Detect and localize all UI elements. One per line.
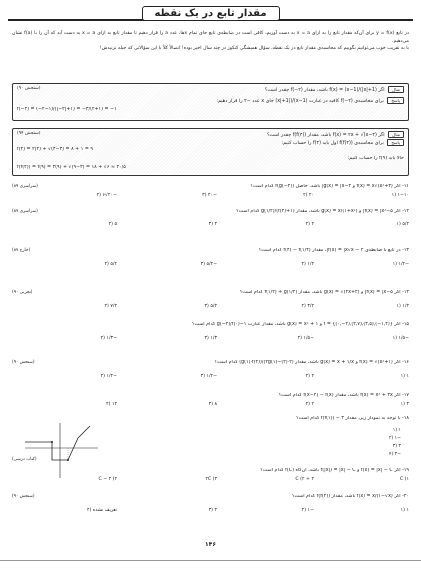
graph-curve bbox=[25, 426, 90, 460]
question-options bbox=[12, 374, 409, 382]
option-1[interactable]: −۱/۲ (۱ bbox=[392, 262, 409, 267]
option-4[interactable]: −۲۰√۶ (۴ bbox=[96, 193, 117, 198]
answer-label: پاسخ bbox=[387, 97, 404, 104]
option-3[interactable]: ۵/۲ (۳ bbox=[204, 304, 217, 309]
section-header bbox=[8, 6, 413, 24]
example-2-answer bbox=[17, 139, 404, 146]
question-text: ۱۱- اگر f(x) = x√(x²+۳) و g(x) = |x−۲| باشد، حاصل f(g(−۲)) کدام است؟ bbox=[250, 184, 409, 189]
option-4[interactable]: −۳ (۴ bbox=[388, 452, 401, 457]
example-1-explanation: برای محاسبه‌ی f(−۲) کافیه در عبارت (x−1)/(|x|+1) جای x عدد −۲ را قرار دهیم: bbox=[216, 99, 384, 104]
answer-label: پاسخ bbox=[387, 139, 404, 146]
question-options bbox=[12, 193, 409, 201]
option-1[interactable]: ۱/۲ (۱ bbox=[396, 304, 409, 309]
example-2-source: (ستجش ۹۴) bbox=[17, 131, 41, 136]
option-4[interactable]: ۱۲ (۴ bbox=[106, 402, 117, 407]
option-2[interactable]: ۲ (۲ bbox=[305, 374, 314, 379]
question-text: ۲۰- اگر f(x) = x/(۱−√x) باشد، مقدار f(f(۲)) کدام است؟ bbox=[291, 494, 409, 499]
question-19 bbox=[12, 457, 409, 486]
option-3[interactable]: ۲ (۳ bbox=[208, 508, 217, 513]
example-2-formula-1: f(۴) = ۲(۴) + √(۴−۳) = ۸ + ۱ = ۹ bbox=[17, 147, 93, 152]
example-label: مثال bbox=[388, 131, 404, 138]
question-options bbox=[12, 262, 409, 270]
option-1[interactable]: ۲ (۱ bbox=[400, 402, 409, 407]
question-source: (ستجش ۹۰) bbox=[12, 360, 35, 365]
option-1[interactable]: ۱−۱۰ (۱ bbox=[391, 193, 409, 198]
option-4[interactable]: ۵/۲ (۴ bbox=[104, 262, 117, 267]
example-2-line: اگر f(x) = ۲x + √(x−۳) باشد، مقدار f(f(۴)) چقدر است؟ bbox=[266, 133, 385, 138]
option-2[interactable]: ۲ + C (۲ bbox=[295, 477, 314, 482]
option-2[interactable]: −۱ (۲ bbox=[388, 436, 401, 441]
question-options bbox=[12, 336, 409, 344]
question-12 bbox=[12, 207, 409, 231]
option-2[interactable]: ۲ (۲ bbox=[305, 222, 314, 227]
example-1-question bbox=[17, 86, 404, 93]
option-1[interactable]: ۱ (۱ bbox=[400, 374, 409, 379]
question-17 bbox=[12, 393, 409, 411]
question-options bbox=[12, 402, 409, 410]
question-text: ۱۶- اگر f(x) = √(x²+۱) و g(x) = x + ۱/x باشد، مقدار (۲·(۲)−۲g(۱))/(g(۱)·f(۲)) کدام است؟ bbox=[214, 360, 409, 365]
option-2[interactable]: ۱/۲ (۲ bbox=[301, 262, 314, 267]
option-2[interactable]: −۱ (۲ bbox=[301, 508, 314, 513]
page-number: ۱۴۶ bbox=[205, 541, 216, 548]
example-2-question bbox=[17, 131, 404, 138]
option-1[interactable]: ۱ (۱ bbox=[400, 508, 409, 513]
option-1[interactable]: ۱ (۱ bbox=[392, 428, 401, 433]
example-2-explanation: برای محاسبه‌ی f(f(۴)) اول باید f(۴) را حساب کنیم: bbox=[281, 141, 384, 146]
option-2[interactable]: ۲۰ (۲ bbox=[303, 193, 314, 198]
option-4[interactable]: ۵ (۴ bbox=[108, 222, 117, 227]
option-4[interactable]: −۱/۳ (۴ bbox=[100, 336, 117, 341]
example-box-1 bbox=[12, 83, 409, 121]
example-1-formula: f(−۲) = (−۲−۱)/(|−۲|+۱) = −۳/(۲+۱) = −۱ bbox=[17, 107, 117, 112]
question-text: ۱۴- اگر f(x) = |x−۵| و g(x) = √(۲x+۲) باشد، مقدار f(۱/۲) + g(۱/۲) کدام است؟ bbox=[239, 290, 409, 295]
option-3[interactable]: −۱/۲ (۳ bbox=[200, 374, 217, 379]
option-2[interactable]: ۳/۲ (۲ bbox=[301, 304, 314, 309]
question-11 bbox=[12, 184, 409, 202]
question-text: ۱۹- اگر f(x) = |x| − C و f(|x|) = |x| − C باشد، آن‌گاه f(C) کدام است؟ bbox=[260, 468, 409, 473]
example-1-source: (ستجش ۹۰) bbox=[17, 86, 41, 91]
intro-text bbox=[12, 30, 409, 53]
question-source: (خارج ۸۷) bbox=[12, 248, 31, 253]
option-4[interactable]: تعریف نشده (۴ bbox=[86, 508, 117, 513]
option-1[interactable]: C (۱ bbox=[399, 477, 409, 482]
question-18-options bbox=[389, 427, 401, 459]
question-13 bbox=[12, 248, 409, 272]
question-source: (سراسری ۸۹) bbox=[12, 184, 38, 189]
option-3[interactable]: ۸ (۳ bbox=[208, 402, 217, 407]
graph-point bbox=[51, 441, 53, 443]
question-options bbox=[12, 477, 409, 485]
option-1[interactable]: ۵/۲ (۱ bbox=[396, 222, 409, 227]
intro-paragraph-1: در تابع y = f(x) برای آن‌که مقدار تابع را به ازای x = a به دست آوریم، کافی است در ضابطه‌ی تابع جای تمام xها، عدد a را قرار دهیم تا مقدار تابع به ازای x = a به دست آید که آن را با f(a) نشان می‌دهیم. bbox=[12, 31, 409, 44]
example-1-answer bbox=[17, 97, 404, 104]
option-3[interactable]: −۲۰ (۳ bbox=[202, 193, 217, 198]
question-source: (سراسری ۸۷) bbox=[12, 209, 38, 214]
option-3[interactable]: ۱/۳ (۳ bbox=[204, 336, 217, 341]
option-4[interactable]: ۷/۲ (۴ bbox=[104, 304, 117, 309]
question-text: ۱۳- در تابع با ضابطه‌ی f(x) = |x√x − ۲|، مقدار f(۴) − f(۱/۴) کدام است؟ bbox=[258, 248, 409, 253]
question-16 bbox=[12, 358, 409, 384]
example-2-formula-2: f(f(۴)) = f(۹) = ۲(۹) + √(۹−۳) = ۱۸ + √۶ ≈ ۲۰/۵ bbox=[17, 165, 126, 170]
question-source: (تجربی ۹۰) bbox=[12, 290, 33, 295]
example-label: مثال bbox=[388, 86, 404, 93]
option-3[interactable]: −۵/۲ (۳ bbox=[200, 262, 217, 267]
question-text: ۱۸- با توجه به نمودار زیر، مقدار f(f(۱)) − ۳ کدام است؟ bbox=[296, 416, 409, 421]
question-20 bbox=[12, 492, 409, 520]
example-2-line-3: حالا باید f(۹) را حساب کنیم: bbox=[347, 156, 404, 161]
option-3[interactable]: ۴ (۳ bbox=[208, 222, 217, 227]
graph-point bbox=[67, 459, 69, 461]
question-14 bbox=[12, 290, 409, 314]
example-1-line: اگر f(x) = (x−1)/(|x|+1) باشد، مقدار f(−۲) چقدر است؟ bbox=[264, 88, 385, 93]
option-4[interactable]: C − ۴ (۴ bbox=[98, 477, 117, 482]
option-3[interactable]: ۳ (۳ bbox=[392, 444, 401, 449]
question-text: ۱۵- اگر f = {(۰,−۲),(۲,۷),(۳,۵),(−۱,۴)} و g(x) = x² + ۱ باشد، مقدار عبارت g(−۲)/f(۰)−۱ کدام است؟ bbox=[192, 322, 409, 327]
question-options bbox=[12, 222, 409, 230]
intro-paragraph-2: با به تقریب خوب می‌توانیم بگوییم که محاسبه‌ی مقدار تابع در یک نقطه، سؤال همیشگی کنکور در چند سال اخیر بوده! اتصالاً کلاً با این سؤالاتی که حیله نزنیدش! bbox=[99, 46, 409, 52]
option-1[interactable]: −۱/۵ (۱ bbox=[392, 336, 409, 341]
question-text: ۱۲- اگر f(x) = |x²−۵| و g(x) = x/(۱+x²) باشد، مقدار (۱+f(۲))/g(۱/۲) کدام است؟ bbox=[236, 209, 409, 214]
question-15 bbox=[12, 322, 409, 346]
example-box-2 bbox=[12, 128, 409, 176]
option-3[interactable]: ۲C (۳ bbox=[205, 477, 217, 482]
section-title: مقدار تابع در یک نقطه bbox=[141, 6, 279, 21]
option-2[interactable]: −۱/۵ (۲ bbox=[297, 336, 314, 341]
question-options bbox=[12, 508, 409, 516]
question-source: (کتاب درسی) bbox=[12, 457, 37, 462]
question-source: (ستجش ۹۰) bbox=[12, 494, 35, 499]
option-2[interactable]: ۴ (۲ bbox=[305, 402, 314, 407]
option-4[interactable]: −۱/۲ (۴ bbox=[100, 374, 117, 379]
footer-rule bbox=[0, 560, 421, 561]
question-options bbox=[12, 304, 409, 312]
question-text: ۱۷- اگر f(x) = x² + ۳x باشد، مقدار f(x−۲) − f(x) کدام است؟ bbox=[278, 393, 409, 398]
